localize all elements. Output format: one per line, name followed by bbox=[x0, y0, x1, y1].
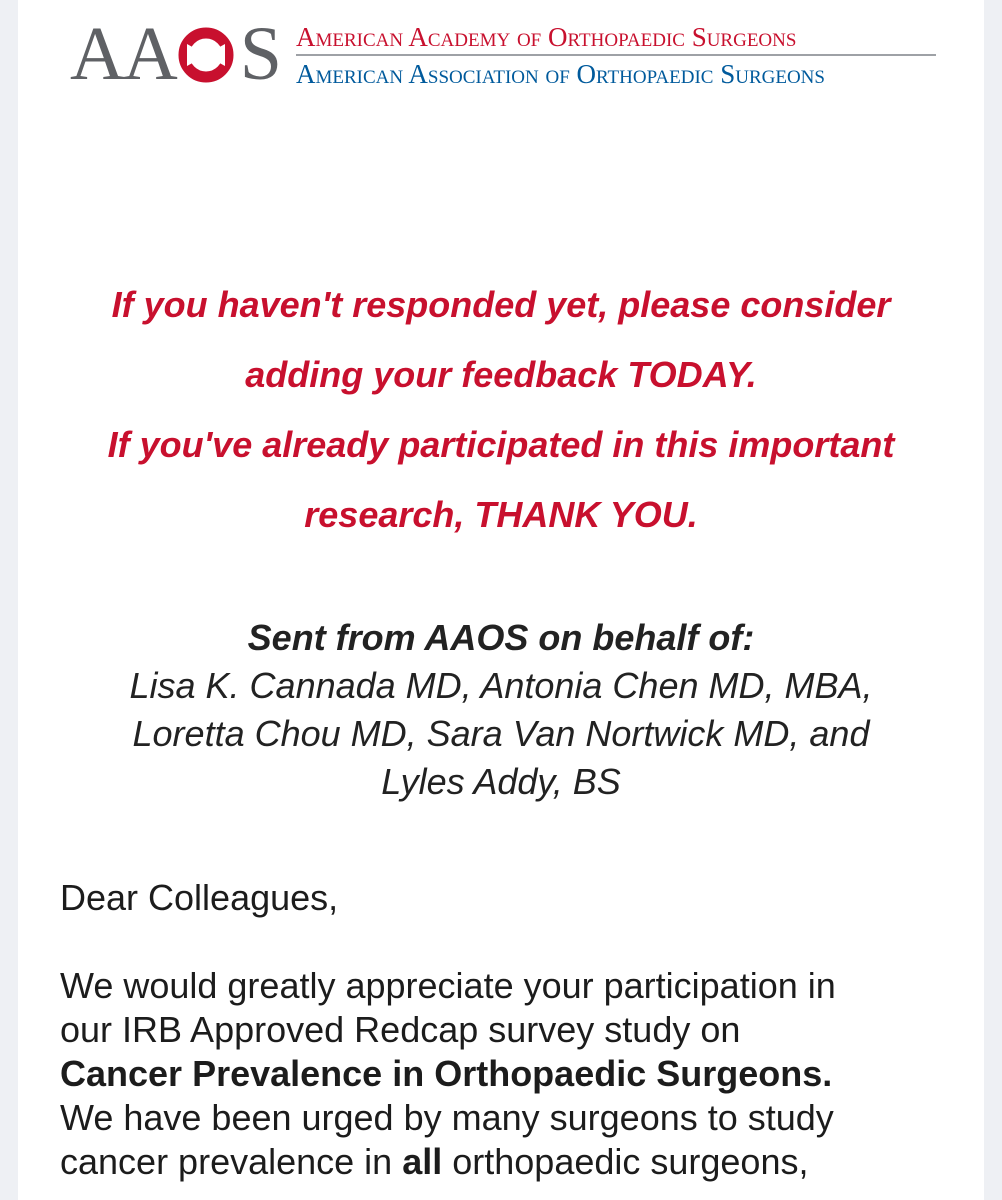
sent-from-heading: Sent from AAOS on behalf of: bbox=[247, 617, 755, 658]
callout-line-2: adding your feedback TODAY. bbox=[245, 354, 757, 395]
callout-line-3: If you've already participated in this important bbox=[107, 424, 895, 465]
email-body bbox=[18, 0, 984, 1200]
association-name: American Association of Orthopaedic Surgeons bbox=[296, 59, 825, 89]
callout-line-4: research, THANK YOU. bbox=[304, 494, 698, 535]
study-title: Cancer Prevalence in Orthopaedic Surgeons. bbox=[60, 1053, 833, 1094]
authors-line-2: Loretta Chou MD, Sara Van Nortwick MD, and bbox=[132, 713, 870, 754]
sent-on-behalf-block bbox=[18, 614, 984, 806]
logo-divider bbox=[296, 54, 936, 56]
aaos-logo-mark bbox=[70, 12, 282, 96]
aaos-header-logo[interactable] bbox=[70, 12, 950, 96]
authors-line-3: Lyles Addy, BS bbox=[381, 761, 621, 802]
body-line-5-pre: cancer prevalence in bbox=[60, 1141, 403, 1182]
body-line-5 bbox=[60, 1140, 960, 1184]
callout-line-1: If you haven't responded yet, please consider bbox=[111, 284, 891, 325]
body-line-3 bbox=[60, 1052, 960, 1096]
body-line-5-post: orthopaedic surgeons, bbox=[442, 1141, 809, 1182]
body-line-2: our IRB Approved Redcap survey study on bbox=[60, 1009, 741, 1050]
organization-names bbox=[296, 22, 941, 89]
body-line-4: We have been urged by many surgeons to study bbox=[60, 1097, 834, 1138]
greeting: Dear Colleagues, bbox=[60, 877, 339, 918]
academy-name: American Academy of Orthopaedic Surgeons bbox=[296, 22, 797, 52]
reminder-callout bbox=[18, 270, 984, 550]
logo-letters: AA S bbox=[70, 12, 281, 96]
authors-line-1: Lisa K. Cannada MD, Antonia Chen MD, MBA, bbox=[129, 665, 873, 706]
aaos-o-ring-icon bbox=[177, 26, 235, 84]
body-line-5-bold: all bbox=[402, 1141, 443, 1182]
body-line-1: We would greatly appreciate your participation in bbox=[60, 965, 836, 1006]
email-message-body bbox=[60, 876, 960, 1184]
